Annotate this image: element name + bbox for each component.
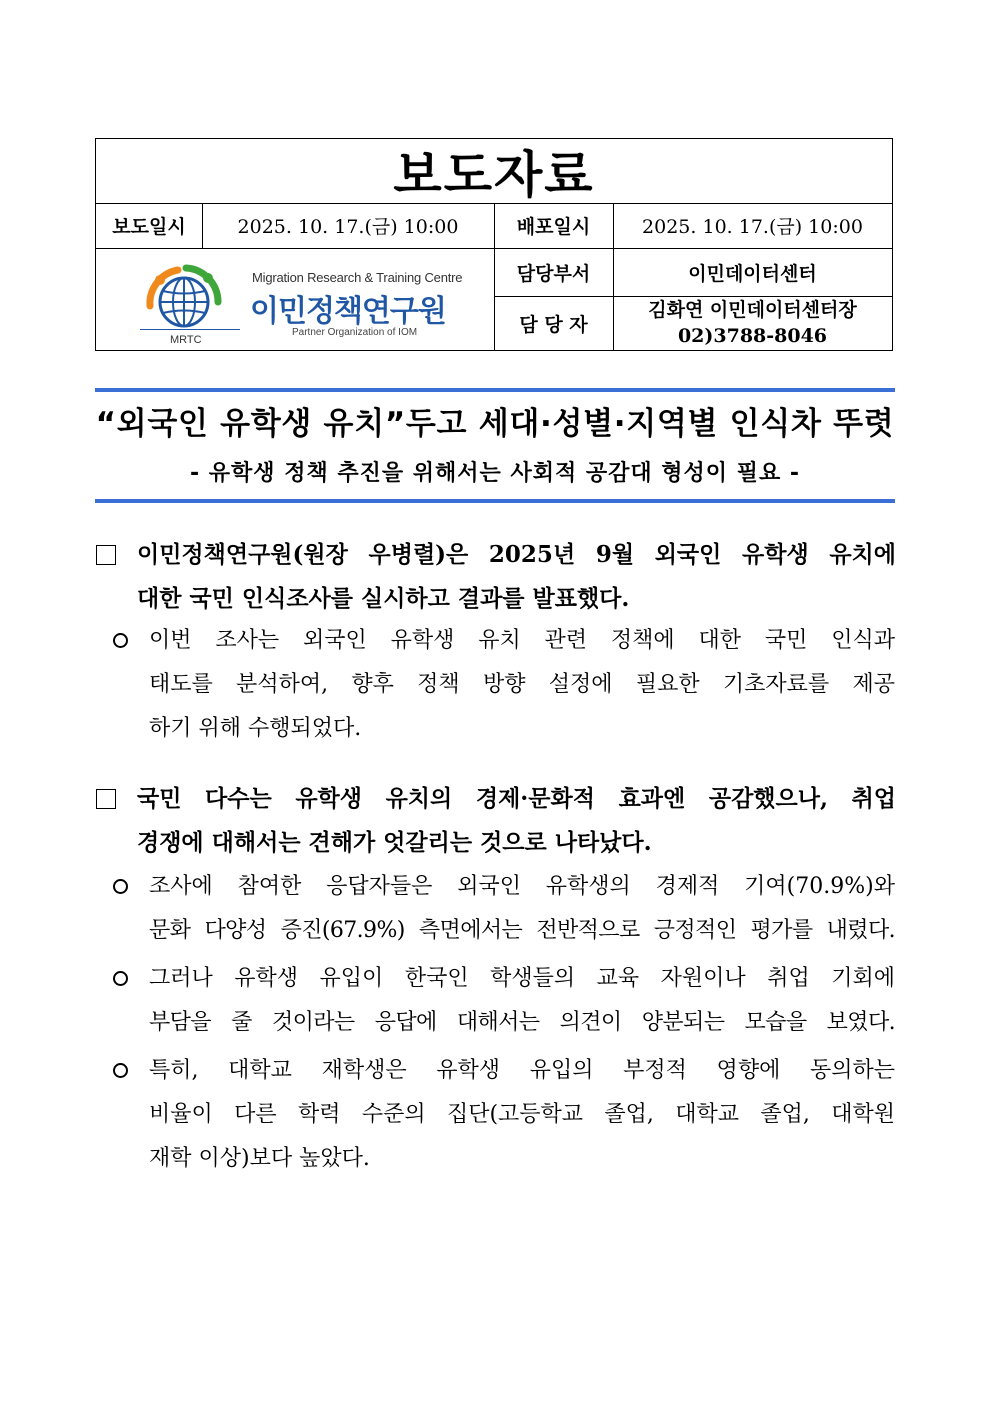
section-2-text xyxy=(137,777,896,865)
text-line: 이번 조사는 외국인 유학생 유치 관련 정책에 대한 국민 인식과 xyxy=(149,628,895,653)
headline: “외국인 유학생 유치”두고 세대·성별·지역별 인식차 뚜렷 xyxy=(95,406,895,442)
subheadline: - 유학생 정책 추진을 위해서는 사회적 공감대 형성이 필요 - xyxy=(190,461,800,486)
logo-abbreviation: MRTC xyxy=(170,334,202,346)
section-1 xyxy=(96,533,896,621)
square-bullet-icon xyxy=(96,789,116,809)
text-line: 태도를 분석하여, 향후 정책 방향 설정에 필요한 기초자료를 제공 xyxy=(149,672,895,697)
release-date-value: 2025. 10. 17.(금) 10:00 xyxy=(237,216,459,238)
text-line: 국민 다수는 유학생 유치의 경제·문화적 효과엔 공감했으나, 취업 xyxy=(137,785,896,812)
text-line: 대한 국민 인식조사를 실시하고 결과를 발표했다. xyxy=(137,585,630,612)
text-line: 하기 위해 수행되었다. xyxy=(149,716,362,741)
section-2-bullet-3 xyxy=(113,1049,895,1181)
document-title: 보도자료 xyxy=(393,146,595,204)
text-line: 그러나 유학생 유입이 한국인 학생들의 교육 자원이나 취업 기회에 xyxy=(149,966,895,991)
logo-korean-name: 이민정책연구원 xyxy=(250,294,446,329)
section-1-text xyxy=(137,533,896,621)
circle-bullet-icon xyxy=(113,879,128,894)
text-line: 부담을 줄 것이라는 응답에 대해서는 의견이 양분되는 모습을 보였다. xyxy=(149,1010,895,1035)
logo-english-name: Migration Research & Training Centre xyxy=(252,270,463,285)
square-bullet-icon xyxy=(96,545,116,565)
headline-top-rule xyxy=(95,388,895,392)
circle-bullet-icon xyxy=(113,633,128,648)
logo-underline xyxy=(140,329,240,330)
section-2 xyxy=(96,777,896,865)
headline-bottom-rule xyxy=(95,499,895,503)
contact-label: 담 당 자 xyxy=(519,313,588,336)
circle-bullet-icon xyxy=(113,1063,128,1078)
contact-phone: 02)3788-8046 xyxy=(677,325,828,347)
section-1-bullet-1 xyxy=(113,619,895,751)
mrtc-logo xyxy=(140,256,463,346)
text-line: 비율이 다른 학력 수준의 집단(고등학교 졸업, 대학교 졸업, 대학원 xyxy=(149,1102,895,1127)
section-2-bullet-1 xyxy=(113,865,895,953)
globe-icon xyxy=(140,258,226,344)
contact-value xyxy=(613,296,892,350)
distribution-date-value: 2025. 10. 17.(금) 10:00 xyxy=(642,216,863,238)
department-label: 담당부서 xyxy=(516,262,591,285)
text-line: 조사에 참여한 응답자들은 외국인 유학생의 경제적 기여(70.9%)와 xyxy=(149,874,895,899)
logo-subtitle: Partner Organization of IOM xyxy=(292,327,418,338)
text-line: 문화 다양성 증진(67.9%) 측면에서는 전반적으로 긍정적인 평가를 내렸다. xyxy=(149,918,895,943)
text-line: 재학 이상)보다 높았다. xyxy=(149,1146,370,1171)
distribution-date-label: 배포일시 xyxy=(516,216,591,238)
department-value: 이민데이터센터 xyxy=(688,262,817,285)
text-line: 특히, 대학교 재학생은 유학생 유입의 부정적 영향에 동의하는 xyxy=(149,1058,895,1083)
text-line: 경쟁에 대해서는 견해가 엇갈리는 것으로 나타났다. xyxy=(137,829,652,856)
release-date-label: 보도일시 xyxy=(112,216,186,238)
section-2-bullet-2 xyxy=(113,957,895,1045)
contact-name: 김화연 이민데이터센터장 xyxy=(648,299,857,321)
bullet-text xyxy=(149,865,895,953)
bullet-text xyxy=(149,619,895,751)
circle-bullet-icon xyxy=(113,971,128,986)
bullet-text xyxy=(149,957,895,1045)
text-line: 이민정책연구원(원장 우병렬)은 2025년 9월 외국인 유학생 유치에 xyxy=(137,541,896,568)
bullet-text xyxy=(149,1049,895,1181)
